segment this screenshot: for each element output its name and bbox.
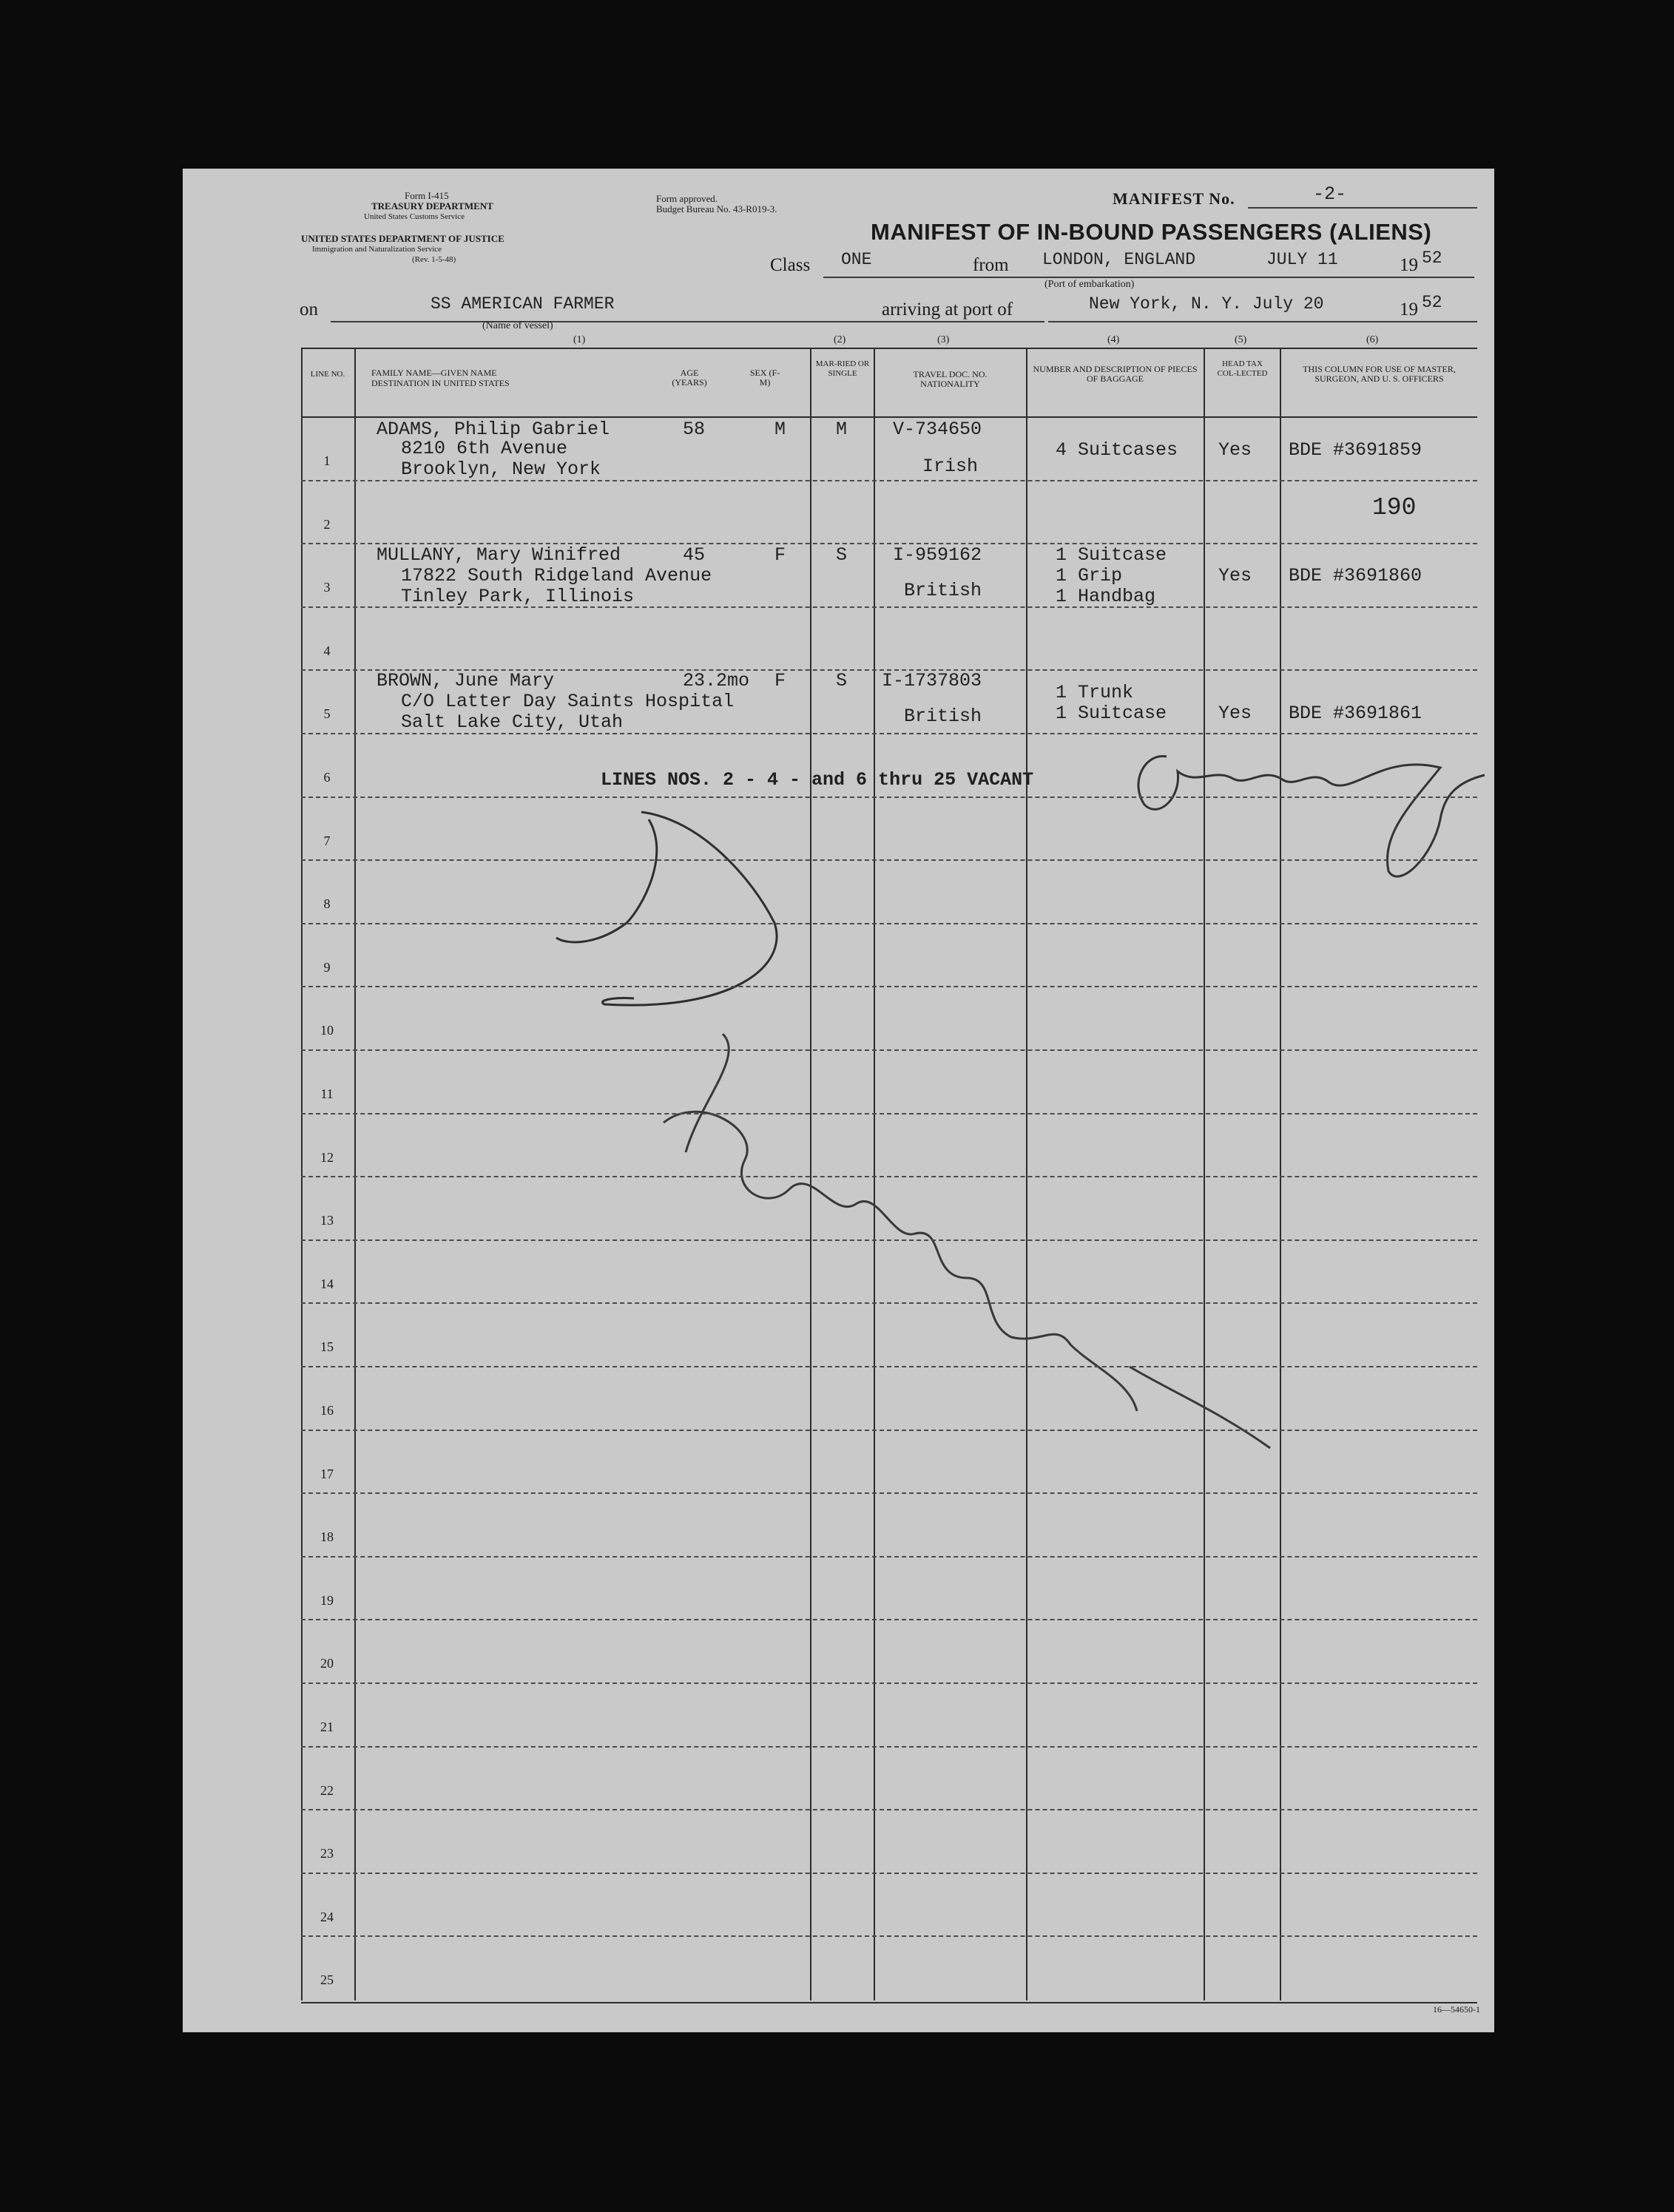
vacant-lines-note: LINES NOS. 2 - 4 - and 6 thru 25 VACANT	[601, 769, 1034, 791]
row-divider	[301, 1809, 1477, 1810]
passenger-2-city: Tinley Park, Illinois	[401, 586, 635, 607]
row-divider	[301, 606, 1477, 608]
line-number: 9	[323, 960, 331, 975]
header-officers: THIS COLUMN FOR USE OF MASTER, SURGEON, AND U. S. OFFICERS	[1303, 364, 1456, 384]
row-divider	[301, 1935, 1477, 1937]
vessel-caption: (Name of vessel)	[482, 320, 553, 331]
row-divider	[301, 669, 1477, 671]
line-number: 10	[320, 1023, 334, 1038]
col-number-1: (1)	[573, 334, 586, 345]
col-number-3: (3)	[937, 334, 950, 345]
from-label: from	[973, 255, 1009, 275]
passenger-3-city: Salt Lake City, Utah	[401, 711, 624, 733]
line-number: 22	[320, 1783, 334, 1798]
passenger-3-baggage-2: 1 Suitcase	[1056, 703, 1167, 724]
passenger-2-officer: BDE #3691860	[1289, 565, 1422, 586]
budget-bureau: Budget Bureau No. 43-R019-3.	[656, 203, 777, 214]
embarkation-date: JULY 11	[1266, 250, 1338, 269]
line-number: 1	[323, 453, 331, 468]
passenger-2-nationality: British	[904, 580, 982, 601]
vessel-name: SS AMERICAN FARMER	[431, 294, 615, 314]
passenger-2-tax: Yes	[1218, 565, 1252, 586]
form-number: Form I-415	[405, 190, 449, 201]
passenger-2-baggage-1: 1 Suitcase	[1056, 544, 1167, 566]
line-number: 11	[320, 1086, 334, 1101]
header-sex: SEX (F-M)	[749, 368, 780, 388]
line-number: 20	[320, 1656, 334, 1671]
row-divider	[301, 1682, 1477, 1684]
header-married: MAR-RIED OR SINGLE	[815, 359, 870, 378]
row-divider	[301, 796, 1477, 798]
row-divider	[301, 1113, 1477, 1115]
col-number-2: (2)	[834, 334, 846, 345]
arrival-port-date: New York, N. Y. July 20	[1089, 294, 1324, 314]
row-divider	[301, 1556, 1477, 1557]
row-divider	[301, 1239, 1477, 1241]
on-label: on	[300, 300, 318, 319]
line-number: 5	[323, 706, 331, 721]
line-number: 17	[320, 1467, 334, 1481]
header-name: FAMILY NAME—GIVEN NAME	[371, 368, 497, 378]
line-number: 4	[323, 643, 331, 658]
passenger-3-doc: I-1737803	[882, 670, 982, 691]
ins-service: Immigration and Naturalization Service	[312, 245, 442, 254]
manifest-page	[183, 169, 1494, 2032]
footer-code: 16—54650-1	[1433, 2004, 1480, 2015]
passenger-2-name: MULLANY, Mary Winifred	[377, 544, 621, 566]
row-divider	[301, 1430, 1477, 1431]
header-baggage: NUMBER AND DESCRIPTION OF PIECES OF BAGGAGE	[1033, 364, 1198, 384]
passenger-3-officer: BDE #3691861	[1289, 703, 1422, 724]
passenger-2-marital: S	[836, 544, 848, 566]
passenger-3-sex: F	[774, 670, 786, 691]
handwritten-signature	[183, 169, 1494, 2032]
line-number: 3	[323, 580, 331, 595]
passenger-1-address: 8210 6th Avenue	[401, 438, 568, 459]
header-line-no: LINE NO.	[310, 370, 345, 379]
manifest-title: MANIFEST OF IN-BOUND PASSENGERS (ALIENS)	[871, 219, 1432, 245]
passenger-2-sex: F	[774, 544, 786, 566]
line-number: 13	[320, 1213, 334, 1228]
passenger-3-nationality: British	[904, 706, 982, 727]
port-caption: (Port of embarkation)	[1044, 279, 1135, 290]
row-divider	[301, 859, 1477, 861]
line-number: 19	[320, 1593, 334, 1608]
passenger-1-tax: Yes	[1218, 439, 1252, 461]
passenger-3-baggage-1: 1 Trunk	[1056, 682, 1134, 703]
row-divider	[301, 1049, 1477, 1051]
page-annotation-number: 190	[1372, 494, 1417, 521]
passenger-2-address: 17822 South Ridgeland Avenue	[401, 565, 712, 586]
class-label: Class	[770, 255, 811, 275]
row-divider	[301, 733, 1477, 734]
row-divider	[301, 1492, 1477, 1494]
line-number: 12	[320, 1150, 334, 1165]
passenger-1-city: Brooklyn, New York	[401, 459, 601, 480]
arrival-year-prefix: 19	[1400, 300, 1418, 319]
line-number: 16	[320, 1403, 334, 1418]
class-value: ONE	[841, 250, 872, 269]
row-divider	[301, 1873, 1477, 1874]
col-number-5: (5)	[1235, 334, 1247, 345]
arriving-label: arriving at port of	[882, 300, 1013, 319]
col-number-4: (4)	[1107, 334, 1120, 345]
row-divider	[301, 1366, 1477, 1367]
passenger-1-age: 58	[683, 419, 706, 440]
row-divider	[301, 986, 1477, 987]
passenger-1-name: ADAMS, Philip Gabriel	[377, 419, 610, 440]
row-divider	[301, 1176, 1477, 1177]
header-age: AGE (YEARS)	[672, 368, 707, 388]
justice-department: UNITED STATES DEPARTMENT OF JUSTICE	[301, 233, 504, 244]
passenger-3-tax: Yes	[1218, 703, 1252, 724]
passenger-2-doc: I-959162	[893, 544, 982, 566]
passenger-1-nationality: Irish	[922, 456, 979, 477]
passenger-2-baggage-3: 1 Handbag	[1056, 586, 1156, 607]
treasury-department: TREASURY DEPARTMENT	[371, 200, 493, 212]
passenger-3-address: C/O Latter Day Saints Hospital	[401, 691, 735, 712]
header-travel-doc: TRAVEL DOC. NO. NATIONALITY	[913, 369, 988, 389]
line-number: 6	[323, 770, 331, 785]
embarkation-port: LONDON, ENGLAND	[1042, 250, 1196, 269]
line-number: 2	[323, 517, 331, 532]
line-number: 24	[320, 1910, 334, 1924]
passenger-1-officer: BDE #3691859	[1289, 439, 1422, 461]
passenger-1-doc: V-734650	[893, 419, 982, 440]
year-prefix: 19	[1400, 255, 1418, 275]
passenger-2-age: 45	[683, 544, 706, 566]
row-divider	[301, 923, 1477, 924]
line-number: 23	[320, 1846, 334, 1861]
arrival-year: 52	[1422, 293, 1442, 312]
manifest-number: -2-	[1313, 183, 1347, 205]
row-divider	[301, 480, 1477, 481]
passenger-1-marital: M	[836, 419, 848, 440]
passenger-2-baggage-2: 1 Grip	[1056, 565, 1123, 586]
header-destination: DESTINATION IN UNITED STATES	[371, 378, 510, 388]
line-number: 7	[323, 833, 331, 848]
line-number: 25	[320, 1972, 334, 1987]
line-number: 18	[320, 1529, 334, 1544]
passenger-3-marital: S	[836, 670, 848, 691]
passenger-3-age: 23.2mo	[683, 670, 750, 691]
form-approved: Form approved.	[656, 193, 718, 204]
col-number-6: (6)	[1366, 334, 1379, 345]
row-divider	[301, 1746, 1477, 1748]
manifest-number-label: MANIFEST No.	[1113, 189, 1235, 208]
row-divider	[301, 1619, 1477, 1620]
passenger-1-baggage: 4 Suitcases	[1056, 439, 1178, 461]
line-number: 21	[320, 1719, 334, 1734]
revision: (Rev. 1-5-48)	[412, 255, 456, 264]
row-divider	[301, 543, 1477, 544]
line-number: 8	[323, 896, 331, 911]
header-head-tax: HEAD TAX COL-LECTED	[1217, 359, 1268, 378]
embarkation-year: 52	[1422, 248, 1442, 268]
line-number: 14	[320, 1276, 334, 1291]
line-number: 15	[320, 1339, 334, 1354]
passenger-1-sex: M	[774, 419, 786, 440]
customs-service: United States Customs Service	[364, 212, 465, 221]
row-divider	[301, 1302, 1477, 1304]
passenger-3-name: BROWN, June Mary	[377, 670, 555, 691]
